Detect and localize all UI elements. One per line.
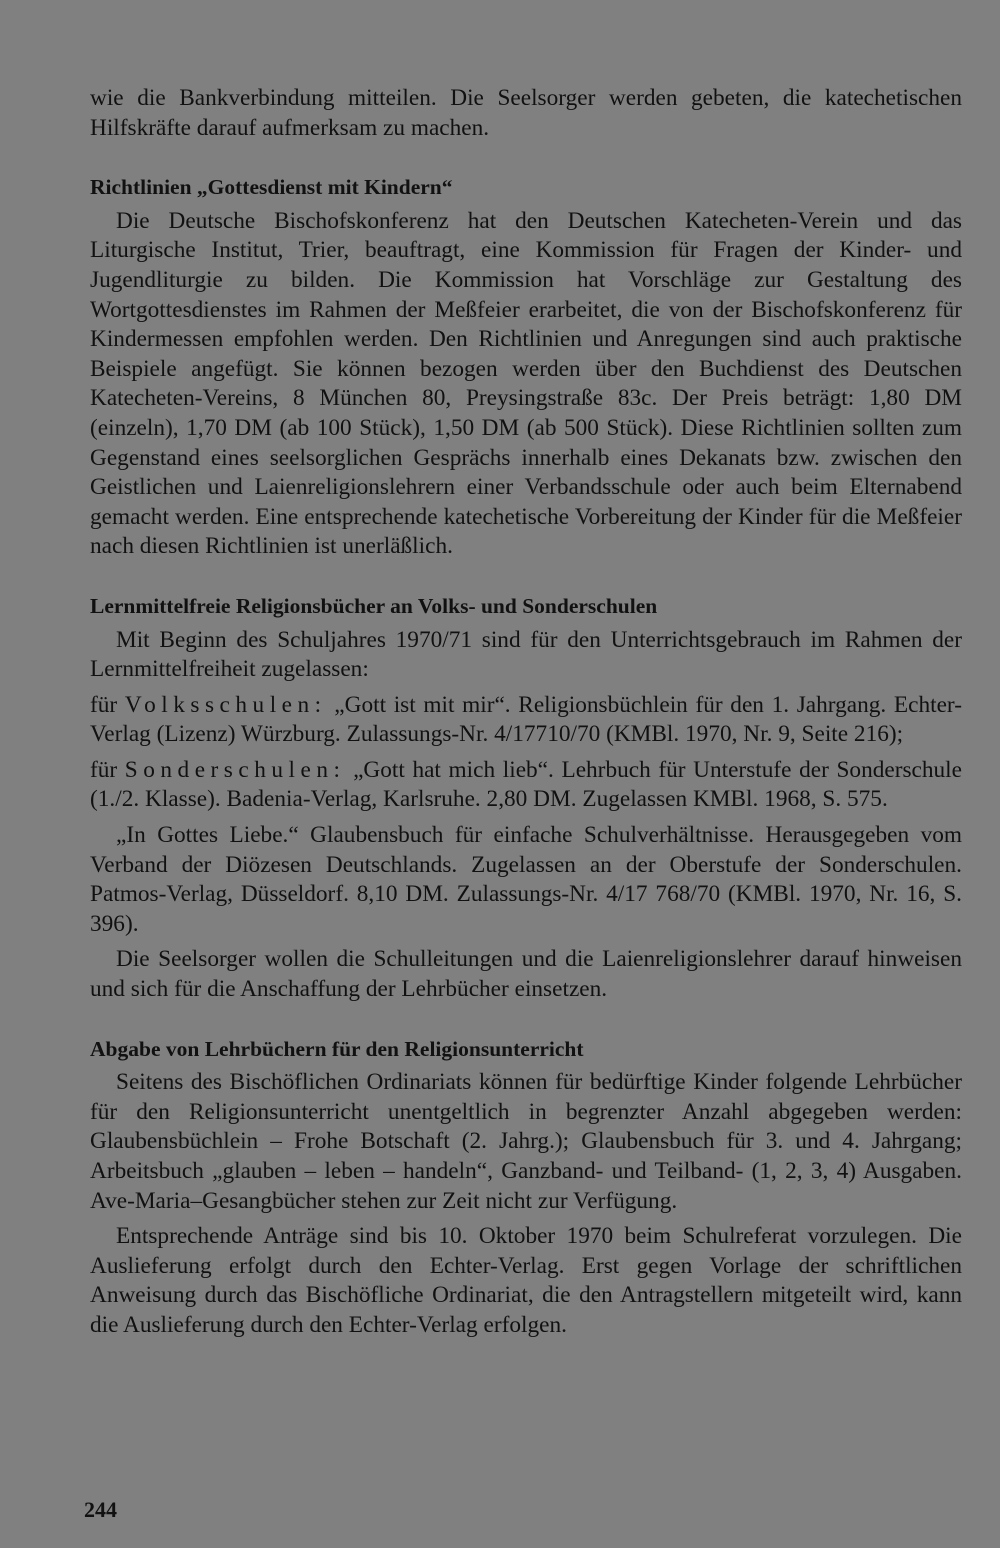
paragraph-lernmittelfreiheit: Mit Beginn des Schuljahres 1970/71 sind für den Unterrichtsgebrauch im Rahmen der Lernmittelfreiheit zugelassen: <box>90 626 962 683</box>
paragraph-antraege: Entsprechende Anträge sind bis 10. Oktober 1970 beim Schulreferat vorzulegen. Die Auslieferung erfolgt durch den Echter-Verlag. Erst gegen Vorlage der schriftlichen Anweisung durch das Bischöfliche Ordinariat, die den Antragstellern mitgeteilt wird, kann die Auslieferung durch den Echter-Verlag erfolgen. <box>90 1223 962 1338</box>
paragraph-abgabe-lehrbuecher: Seitens des Bischöflichen Ordinariats können für bedürftige Kinder folgende Lehrbücher für den Religionsunterricht unentgeltlich in begrenzter Anzahl abgegeben werden: Glaubensbüchlein – Frohe Botschaft (2. Jahrg.); Glaubensbuch für 3. und 4. Jahrgang; Arbeitsbuch „glauben – leben – handeln“, Ganzband- und Teilband- (1, 2, 3, 4) Ausgaben. Ave-Maria–Gesangbücher stehen zur Zeit nicht zur Verfügung. <box>90 1069 962 1214</box>
sonderschulen-prefix: für <box>90 756 125 783</box>
volksschulen-text: „Gott ist mit mir“. Religionsbüchlein für den 1. Jahrgang. Echter-Verlag (Lizenz) Würzburg. Zulassungs-Nr. 4/17710/70 (KMBl. 1970, Nr. 9, Seite 216); <box>90 691 962 748</box>
section-heading-lernmittelfreie: Lernmittelfreie Religionsbücher an Volks- und Sonderschulen <box>90 593 658 618</box>
paragraph-in-gottes-liebe: „In Gottes Liebe.“ Glaubensbuch für einfache Schulverhältnisse. Herausgegeben vom Verband der Diözesen Deutschlands. Zugelassen an der Oberstufe der Sonderschulen. Patmos-Verlag, Düsseldorf. 8,10 DM. Zulassungs-Nr. 4/17 768/70 (KMBl. 1970, Nr. 16, S. 396). <box>90 822 962 937</box>
paragraph-richtlinien: Die Deutsche Bischofskonferenz hat den Deutschen Katecheten-Verein und das Liturgische Institut, Trier, beauftragt, eine Kommission für Fragen der Kinder- und Jugendliturgie zu bilden. Die Kommission hat Vorschläge zur Gestaltung des Wortgottesdienstes im Rahmen der Meßfeier erarbeitet, die von der Bischofskonferenz für Kindermessen empfohlen werden. Den Richtlinien und Anregungen sind auch praktische Beispiele angefügt. Sie können bezogen werden über den Buchdienst des Deutschen Katecheten-Vereins, 8 München 80, Preysingstraße 83c. Der Preis beträgt: 1,80 DM (einzeln), 1,70 DM (ab 100 Stück), 1,50 DM (ab 500 Stück). Diese Richtlinien sollten zum Gegenstand eines seelsorglichen Gesprächs innerhalb eines Dekanats bzw. zwischen den Geistlichen und Laienreligionslehrern einer Verbandsschule oder auch beim Elternabend gemacht werden. Eine entsprechende katechetische Vorbereitung der Kinder für die Meßfeier nach diesen Richtlinien ist unerläßlich. <box>90 207 962 560</box>
sonderschulen-text: „Gott hat mich lieb“. Lehrbuch für Unterstufe der Sonderschule (1./2. Klasse). Badenia-Verlag, Karlsruhe. 2,80 DM. Zugelassen KMBl. 1968, S. 575. <box>90 756 962 813</box>
sonderschulen-label: Sonderschulen: <box>124 756 346 783</box>
intro-paragraph: wie die Bankverbindung mitteilen. Die Seelsorger werden gebeten, die katechetischen Hilfskräfte darauf aufmerksam zu machen. <box>90 85 962 141</box>
paragraph-seelsorger-hinweis: Die Seelsorger wollen die Schulleitungen und die Laienreligionslehrer darauf hinweisen und sich für die Anschaffung der Lehrbücher einsetzen. <box>90 946 962 1003</box>
section-heading-abgabe: Abgabe von Lehrbüchern für den Religionsunterricht <box>90 1036 584 1061</box>
page-number: 244 <box>84 1497 117 1522</box>
paragraph-volksschulen <box>90 691 962 750</box>
volksschulen-label: Volksschulen: <box>124 691 327 718</box>
section-heading-richtlinien: Richtlinien „Gottesdienst mit Kindern“ <box>90 175 453 200</box>
paragraph-sonderschulen <box>90 756 962 815</box>
volksschulen-prefix: für <box>90 691 125 718</box>
